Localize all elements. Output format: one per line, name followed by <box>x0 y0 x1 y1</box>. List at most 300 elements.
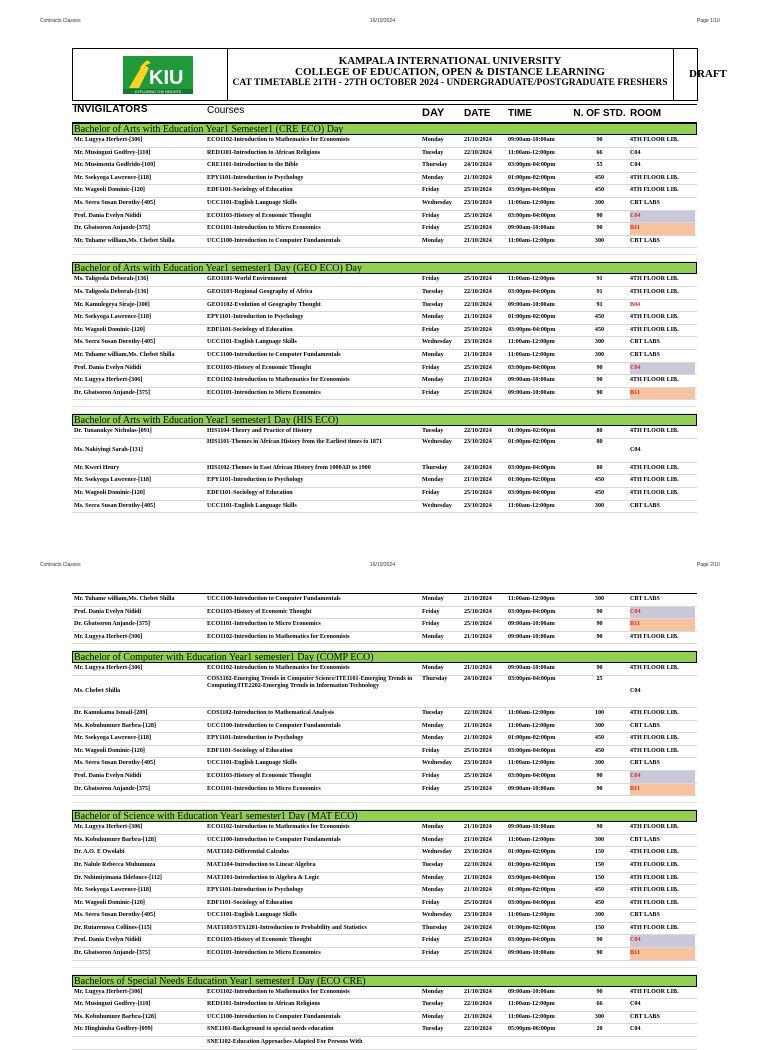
day-cell: Monday <box>422 596 444 602</box>
num-students-cell: 300 <box>594 722 605 729</box>
table-row <box>72 721 697 734</box>
invigilator-cell: Mr. Musinguzi Godfrey-[110] <box>74 149 151 156</box>
room-cell: 4TH FLOOR LIB. <box>630 477 679 484</box>
invigilator-cell: Dr. Nshimiyimana Ildefonce-[112] <box>74 874 162 881</box>
program-section-heading: Bachelor of Arts with Education Year1 semester1 Day (HIS ECO) <box>72 414 697 426</box>
table-row <box>72 594 697 607</box>
time-cell: 01:00pm-02:00pm <box>508 849 556 856</box>
invigilator-cell: Dr. Gbatsoron Anjande-[375] <box>74 950 151 957</box>
day-cell: Friday <box>422 621 440 628</box>
time-cell: 09:00am-10:00am <box>508 621 555 628</box>
room-cell: C04 <box>630 162 641 169</box>
course-cell: UCC1100-Introduction to Computer Fundamentals <box>207 1013 341 1020</box>
invigilator-cell: Ms. Kobuhumure Barbra-[128] <box>74 1013 156 1020</box>
date-cell: 25/10/2024 <box>464 747 492 754</box>
date-cell: 25/10/2024 <box>464 621 492 628</box>
svg-text:KIU: KIU <box>149 67 184 89</box>
time-cell: 11:00am-12:00pm <box>508 912 555 919</box>
course-cell: EPY1101-Introduction to Psychology <box>207 314 304 321</box>
date-cell: 21/10/2024 <box>464 351 492 358</box>
time-cell: 03:00pm-04:00pm <box>508 874 556 881</box>
timetable-title: CAT TIMETABLE 21TH - 27TH OCTOBER 2024 - UNDERGRADUATE/POSTGRADUATE FRESHERS <box>232 78 668 88</box>
invigilator-cell: Mr. Tuhame william,Ms. Chebet Shilla <box>74 596 175 602</box>
invigilator-cell: Mr. Lugyya Herbert-[306] <box>74 377 143 384</box>
time-cell: 09:00am-10:00am <box>508 824 555 831</box>
day-cell: Friday <box>422 899 440 906</box>
num-students-cell: 55 <box>596 162 603 169</box>
num-students-cell: 300 <box>594 760 605 767</box>
table-row <box>72 501 697 514</box>
section-spacer <box>72 968 697 975</box>
table-row <box>72 663 697 676</box>
course-cell: GEO1103-Regional Geography of Africa <box>207 288 313 295</box>
table-row <box>72 873 697 886</box>
table-row <box>72 999 697 1012</box>
num-students-cell: 300 <box>594 339 605 346</box>
time-cell: 11:00am-12:00pm <box>508 760 555 767</box>
timetable-page-2 <box>72 593 697 1050</box>
invigilator-cell: Ms. Seera Susan Dorothy-[405] <box>74 502 156 509</box>
program-section-heading: Bachelor of Arts with Education Year1 Semester1 (CRE ECO) Day <box>72 123 697 135</box>
date-cell: 22/10/2024 <box>464 428 492 435</box>
course-cell: EDF1101-Sociology of Education <box>207 899 293 906</box>
date-cell: 23/10/2024 <box>464 502 492 509</box>
day-cell: Friday <box>422 326 440 333</box>
date-cell: 25/10/2024 <box>464 326 492 333</box>
room-cell: B11 <box>630 948 695 960</box>
date-cell: 21/10/2024 <box>464 237 492 244</box>
time-cell: 03:00pm-04:00pm <box>508 747 556 754</box>
col-date: DATE <box>464 108 491 119</box>
date-cell: 25/10/2024 <box>464 785 492 792</box>
course-cell: HIS1101-Themes in African History from the Earliest times to 1871 <box>207 438 383 445</box>
time-cell: 09:00am-10:00am <box>508 633 555 640</box>
date-cell: 21/10/2024 <box>464 633 492 640</box>
room-cell: 4TH FLOOR LIB. <box>630 314 679 321</box>
time-cell: 11:00am-12:00pm <box>508 836 555 843</box>
invigilator-cell: Mr. Kamulegeya Siraje-[100] <box>74 301 150 308</box>
time-cell: 03:00pm-04:00pm <box>508 364 556 371</box>
date-cell: 23/10/2024 <box>464 438 492 445</box>
room-cell: 4TH FLOOR LIB. <box>630 861 679 868</box>
num-students-cell: 300 <box>594 502 605 509</box>
num-students-cell: 20 <box>596 1026 603 1033</box>
table-row <box>72 173 697 186</box>
invigilator-cell: Mr. Ssekyoga Lawrence-[118] <box>74 174 152 181</box>
num-students-cell: 90 <box>596 665 603 672</box>
date-cell: 25/10/2024 <box>464 950 492 957</box>
time-cell: 01:00pm-02:00pm <box>508 735 556 742</box>
room-cell: CBT LABS <box>630 502 660 509</box>
num-students-cell: 91 <box>596 276 603 283</box>
table-row <box>72 488 697 501</box>
date-cell: 22/10/2024 <box>464 288 492 295</box>
time-cell: 01:00pm-02:00pm <box>508 924 556 931</box>
invigilator-cell: Mr. Kweri Henry <box>74 464 120 471</box>
date-cell: 25/10/2024 <box>464 187 492 194</box>
day-cell: Tuesday <box>422 861 444 868</box>
day-cell: Tuesday <box>422 1026 444 1033</box>
course-cell: EDF1101-Sociology of Education <box>207 326 293 333</box>
time-cell: 11:00am-12:00pm <box>508 339 555 346</box>
invigilator-cell: Ms. Kobuhumure Barbra-[128] <box>74 836 156 843</box>
day-cell: Tuesday <box>422 428 444 435</box>
day-cell: Friday <box>422 187 440 194</box>
room-cell: C04 <box>630 1026 641 1033</box>
program-section-heading: Bachelors of Special Needs Education Year1 semester1 Day (ECO CRE) <box>72 975 697 987</box>
time-cell: 03:00pm-04:00pm <box>508 162 556 169</box>
num-students-cell: 300 <box>594 912 605 919</box>
table-row <box>72 1012 697 1025</box>
time-cell: 09:00am-10:00am <box>508 785 555 792</box>
day-cell: Monday <box>422 722 444 729</box>
table-row <box>72 148 697 161</box>
day-cell: Wednesday <box>422 339 452 346</box>
day-cell: Monday <box>422 377 444 384</box>
num-students-cell: 90 <box>596 608 603 615</box>
room-cell: 4TH FLOOR LIB. <box>630 633 679 640</box>
room-cell: C04 <box>630 446 641 453</box>
room-cell: 4TH FLOOR LIB. <box>630 849 679 856</box>
time-cell: 11:00am-12:00pm <box>508 276 555 283</box>
course-cell: UCC1100-Introduction to Computer Fundamentals <box>207 722 341 729</box>
day-cell: Monday <box>422 137 444 143</box>
table-row <box>72 236 697 249</box>
date-cell: 25/10/2024 <box>464 225 492 232</box>
invigilator-cell: Ms. Nakiyingi Sarah-[131] <box>74 446 143 453</box>
table-row <box>72 885 697 898</box>
day-cell: Thursday <box>422 924 448 931</box>
table-row <box>72 860 697 873</box>
time-cell: 01:00pm-02:00pm <box>508 887 556 894</box>
time-cell: 03:00pm-04:00pm <box>508 899 556 906</box>
table-row <box>72 388 697 401</box>
num-students-cell: 90 <box>596 621 603 628</box>
table-row <box>72 619 697 632</box>
course-cell: MAT1103/STA1201-Introduction to Probability and Statistics <box>207 924 367 931</box>
date-cell: 22/10/2024 <box>464 1026 492 1033</box>
time-cell: 01:00pm-02:00pm <box>508 438 556 445</box>
program-section-heading: Bachelor of Science with Education Year1 semester1 Day (MAT ECO) <box>72 810 697 822</box>
room-cell: 4TH FLOOR LIB. <box>630 824 679 831</box>
course-cell: SNE1101-Background to special needs education <box>207 1026 334 1033</box>
course-cell: UCC1101-English Language Skills <box>207 760 297 767</box>
room-cell: 4TH FLOOR LIB. <box>630 665 679 672</box>
time-cell: 03:00pm-04:00pm <box>508 675 556 682</box>
date-cell: 22/10/2024 <box>464 1001 492 1008</box>
invigilator-cell: Dr. Gbatsoron Anjande-[375] <box>74 225 151 232</box>
day-cell: Monday <box>422 1013 444 1020</box>
num-students-cell: 90 <box>596 785 603 792</box>
room-cell: 4TH FLOOR LIB. <box>630 988 679 995</box>
table-row <box>72 771 697 784</box>
table-row <box>72 300 697 313</box>
room-cell: 4TH FLOOR LIB. <box>630 187 679 194</box>
course-cell: RED1101-Introduction to African Religions <box>207 1001 321 1008</box>
table-row <box>72 935 697 948</box>
room-cell: CBT LABS <box>630 836 660 843</box>
table-row <box>72 1024 697 1037</box>
room-cell: B11 <box>630 223 695 235</box>
day-cell: Friday <box>422 608 440 615</box>
day-cell: Friday <box>422 785 440 792</box>
time-cell: 11:00am-12:00pm <box>508 199 555 206</box>
room-cell: 4TH FLOOR LIB. <box>630 464 679 471</box>
date-cell: 21/10/2024 <box>464 137 492 143</box>
course-cell: UCC1100-Introduction to Computer Fundamentals <box>207 237 341 244</box>
course-cell: ECO1103-History of Economic Thought <box>207 937 312 944</box>
num-students-cell: 300 <box>594 1013 605 1020</box>
kiu-logo <box>99 52 217 98</box>
course-cell: EPY1101-Introduction to Psychology <box>207 735 304 742</box>
day-cell: Monday <box>422 477 444 484</box>
day-cell: Wednesday <box>422 760 452 767</box>
num-students-cell: 90 <box>596 364 603 371</box>
course-cell: SNE1102-Education Approaches Adapted For Persons With <box>207 1039 363 1046</box>
date-cell: 22/10/2024 <box>464 301 492 308</box>
time-cell: 11:00am-12:00pm <box>508 1001 555 1008</box>
num-students-cell: 91 <box>596 288 603 295</box>
course-cell: CRE1101-Introduction to the Bible <box>207 162 299 169</box>
date-cell: 25/10/2024 <box>464 772 492 779</box>
course-cell: ECO1101-Introduction to Micro Economics <box>207 785 321 792</box>
table-row <box>72 758 697 771</box>
course-cell: HIS1104-Theory and Practice of History <box>207 428 313 435</box>
date-cell: 25/10/2024 <box>464 389 492 396</box>
num-students-cell: 450 <box>594 187 605 194</box>
date-cell: 25/10/2024 <box>464 937 492 944</box>
day-cell: Monday <box>422 874 444 881</box>
room-cell: 4TH FLOOR LIB. <box>630 288 679 295</box>
date-cell: 21/10/2024 <box>464 887 492 894</box>
time-cell: 11:00am-12:00pm <box>508 149 555 156</box>
num-students-cell: 80 <box>596 428 603 435</box>
time-cell: 09:00am-10:00am <box>508 665 555 672</box>
invigilator-cell: Prof. Dania Evelyn Nididi <box>74 772 142 779</box>
room-cell: 4TH FLOOR LIB. <box>630 874 679 881</box>
num-students-cell: 90 <box>596 377 603 384</box>
column-headers <box>72 104 697 123</box>
day-cell: Friday <box>422 364 440 371</box>
time-cell: 03:00pm-04:00pm <box>508 937 556 944</box>
date-cell: 24/10/2024 <box>464 675 492 682</box>
room-cell: 4TH FLOOR LIB. <box>630 735 679 742</box>
table-row <box>72 350 697 363</box>
room-cell: 4TH FLOOR LIB. <box>630 747 679 754</box>
invigilator-cell: Mr. Lugyya Herbert-[306] <box>74 633 143 640</box>
num-students-cell: 450 <box>594 747 605 754</box>
section-spacer <box>72 796 697 803</box>
invigilator-cell: Dr. Gbatsoron Anjande-[375] <box>74 785 151 792</box>
invigilator-cell: Mr. Musimenta Godfrido-[109] <box>74 162 156 169</box>
table-row <box>72 847 697 860</box>
course-cell: MAT1101-Introduction to Algebra & Logic <box>207 874 320 881</box>
time-cell: 05:00pm-06:00pm <box>508 1026 556 1033</box>
room-cell: CBT LABS <box>630 760 660 767</box>
date-cell: 24/10/2024 <box>464 924 492 931</box>
date-cell: 23/10/2024 <box>464 199 492 206</box>
date-cell: 21/10/2024 <box>464 665 492 672</box>
running-header-date: 16/10/2024 <box>370 18 396 24</box>
course-cell: ECO1101-Introduction to Micro Economics <box>207 389 321 396</box>
day-cell: Friday <box>422 225 440 232</box>
table-row <box>72 135 697 148</box>
num-students-cell: 90 <box>596 950 603 957</box>
room-cell: 4TH FLOOR LIB. <box>630 709 679 716</box>
invigilator-cell: Mr. Lugyya Herbert-[306] <box>74 665 143 672</box>
date-cell: 23/10/2024 <box>464 849 492 856</box>
time-cell: 11:00am-12:00pm <box>508 1013 555 1020</box>
time-cell: 01:00pm-02:00pm <box>508 314 556 321</box>
course-cell: COS1102-Introduction to Mathematical Analysis <box>207 709 335 716</box>
course-cell: UCC1100-Introduction to Computer Fundamentals <box>207 351 341 358</box>
table-row <box>72 363 697 376</box>
document-header <box>72 48 727 101</box>
room-cell: 4TH FLOOR LIB. <box>630 174 679 181</box>
time-cell: 11:00am-12:00pm <box>508 596 555 602</box>
day-cell: Monday <box>422 351 444 358</box>
num-students-cell: 80 <box>596 438 603 445</box>
program-section-heading: Bachelor of Arts with Education Year1 semester1 Day (GEO ECO) Day <box>72 262 697 274</box>
day-cell: Wednesday <box>422 502 452 509</box>
invigilator-cell: Dr. A.O. E Owolabi <box>74 849 125 856</box>
course-cell: UCC1101-English Language Skills <box>207 502 297 509</box>
date-cell: 21/10/2024 <box>464 722 492 729</box>
room-cell: 4TH FLOOR LIB. <box>630 276 679 283</box>
invigilator-cell: Mr. Wagooli Dominic-[120] <box>74 899 145 906</box>
room-cell: 4TH FLOOR LIB. <box>630 326 679 333</box>
room-cell: C04 <box>630 935 695 947</box>
day-cell: Wednesday <box>422 438 452 445</box>
day-cell: Friday <box>422 389 440 396</box>
num-students-cell: 450 <box>594 490 605 497</box>
course-cell: ECO1101-Introduction to Micro Economics <box>207 621 321 628</box>
num-students-cell: 300 <box>594 237 605 244</box>
time-cell: 09:00am-10:00am <box>508 137 555 143</box>
num-students-cell: 300 <box>594 199 605 206</box>
time-cell: 03:00pm-04:00pm <box>508 490 556 497</box>
table-row <box>72 426 697 439</box>
course-cell: EDF1101-Sociology of Education <box>207 747 293 754</box>
num-students-cell: 450 <box>594 887 605 894</box>
time-cell: 11:00am-12:00pm <box>508 709 555 716</box>
running-header-page: Page 2/10 <box>697 562 720 568</box>
course-cell: EDF1101-Sociology of Education <box>207 490 293 497</box>
num-students-cell: 90 <box>596 137 603 143</box>
section-spacer <box>72 400 697 407</box>
room-cell: CBT LABS <box>630 722 660 729</box>
time-cell: 11:00am-12:00pm <box>508 237 555 244</box>
room-cell: C04 <box>630 149 641 156</box>
time-cell: 11:00am-12:00pm <box>508 351 555 358</box>
time-cell: 03:00pm-04:00pm <box>508 212 556 219</box>
timetable-page-1 <box>72 104 697 513</box>
room-cell: CBT LABS <box>630 351 660 358</box>
course-cell: ECO1102-Introduction to Mathematics for Economists <box>207 633 350 640</box>
time-cell: 09:00am-10:00am <box>508 389 555 396</box>
table-row <box>72 185 697 198</box>
room-cell: B11 <box>630 784 695 796</box>
date-cell: 21/10/2024 <box>464 836 492 843</box>
section-spacer <box>72 644 697 651</box>
day-cell: Wednesday <box>422 912 452 919</box>
course-cell: UCC1100-Introduction to Computer Fundamentals <box>207 836 341 843</box>
num-students-cell: 90 <box>596 212 603 219</box>
invigilator-cell: Mr. Ssekyoga Lawrence-[118] <box>74 735 152 742</box>
room-cell: C04 <box>630 607 695 619</box>
table-row <box>72 822 697 835</box>
date-cell: 25/10/2024 <box>464 276 492 283</box>
day-cell: Tuesday <box>422 709 444 716</box>
running-header-page: Page 1/10 <box>697 18 720 24</box>
num-students-cell: 66 <box>596 1001 603 1008</box>
course-cell: UCC1100-Introduction to Computer Fundamentals <box>207 596 341 602</box>
course-cell: ECO1103-History of Economic Thought <box>207 212 312 219</box>
table-row <box>72 746 697 759</box>
table-row <box>72 325 697 338</box>
invigilator-cell: Mr. Wagooli Dominic-[120] <box>74 747 145 754</box>
day-cell: Monday <box>422 237 444 244</box>
draft-label: DRAFT <box>689 68 727 80</box>
num-students-cell: 450 <box>594 735 605 742</box>
table-row <box>72 923 697 936</box>
col-courses: Courses <box>207 105 245 116</box>
num-students-cell: 25 <box>596 675 603 682</box>
day-cell: Friday <box>422 276 440 283</box>
num-students-cell: 100 <box>594 709 605 716</box>
day-cell: Thursday <box>422 675 448 682</box>
num-students-cell: 450 <box>594 899 605 906</box>
num-students-cell: 450 <box>594 477 605 484</box>
course-cell: ECO1103-History of Economic Thought <box>207 608 312 615</box>
course-cell: GEO1102-Evolution of Geography Thought <box>207 301 321 308</box>
running-header-date: 16/10/2024 <box>370 562 396 568</box>
day-cell: Monday <box>422 314 444 321</box>
course-cell: UCC1101-English Language Skills <box>207 339 297 346</box>
university-name: KAMPALA INTERNATIONAL UNIVERSITY <box>338 55 562 67</box>
course-cell: ECO1102-Introduction to Mathematics for Economists <box>207 377 350 384</box>
course-cell: MAT1104-Introduction to Linear Algebra <box>207 861 316 868</box>
time-cell: 11:00am-12:00pm <box>508 502 555 509</box>
table-row <box>72 312 697 325</box>
num-students-cell: 300 <box>594 836 605 843</box>
day-cell: Friday <box>422 747 440 754</box>
time-cell: 09:00am-10:00am <box>508 988 555 995</box>
invigilator-cell: Prof. Dania Evelyn Nididi <box>74 212 142 219</box>
section-spacer <box>72 248 697 255</box>
course-cell: EDF1101-Sociology of Education <box>207 187 293 194</box>
day-cell: Monday <box>422 988 444 995</box>
invigilator-cell: Ms. Seera Susan Dorothy-[405] <box>74 199 156 206</box>
room-cell: B04 <box>630 301 641 308</box>
table-row <box>72 287 697 300</box>
date-cell: 25/10/2024 <box>464 490 492 497</box>
invigilator-cell: Mr. Ssekyoga Lawrence-[118] <box>74 477 152 484</box>
table-row <box>72 987 697 1000</box>
day-cell: Monday <box>422 836 444 843</box>
course-cell: EPY1101-Introduction to Psychology <box>207 174 304 181</box>
date-cell: 22/10/2024 <box>464 149 492 156</box>
course-cell: ECO1101-Introduction to Micro Economics <box>207 950 321 957</box>
header-titles <box>227 56 673 89</box>
num-students-cell: 90 <box>596 633 603 640</box>
section-spacer <box>72 803 697 810</box>
num-students-cell: 90 <box>596 988 603 995</box>
time-cell: 01:00pm-02:00pm <box>508 174 556 181</box>
invigilator-cell: Mr. Tuhame william,Ms. Chebet Shilla <box>74 351 175 358</box>
num-students-cell: 66 <box>596 149 603 156</box>
day-cell: Tuesday <box>422 288 444 295</box>
